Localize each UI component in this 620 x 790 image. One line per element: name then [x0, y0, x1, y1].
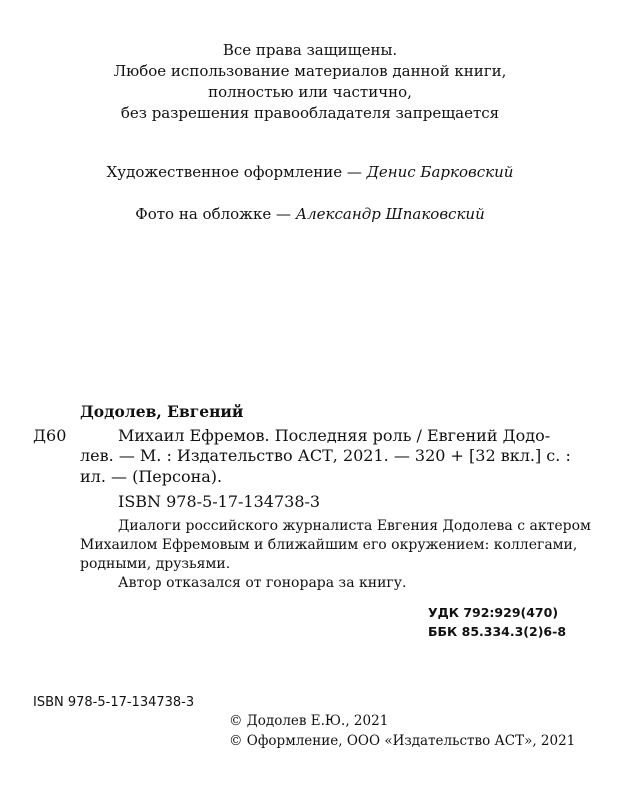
design-credit — [0, 163, 620, 181]
bbk-code: ББК 85.334.3(2)6-8 — [428, 624, 567, 639]
udk-code: УДК 792:929(470) — [428, 605, 559, 620]
rights-line: полностью или частично, — [208, 83, 412, 101]
catalog-author: Додолев, Евгений — [80, 402, 244, 421]
catalog-description-line: лев. — М. : Издательство АСТ, 2021. — 320 + [32 вкл.] с. : — [80, 446, 571, 465]
catalog-cipher: Д60 — [33, 426, 67, 445]
rights-line: Любое использование материалов данной книги, — [113, 62, 507, 80]
rights-notice — [0, 40, 620, 124]
rights-line: без разрешения правообладателя запрещается — [120, 104, 500, 122]
annotation-line: Михаилом Ефремовым и ближайшим его окружением: коллегами, — [80, 537, 578, 553]
rights-line: Все права защищены. — [222, 41, 398, 59]
photo-credit-label: Фото на обложке — — [135, 205, 296, 223]
copyright-design: © Оформление, ООО «Издательство АСТ», 2021 — [229, 733, 576, 749]
footer-isbn: ISBN 978-5-17-134738-3 — [33, 695, 195, 710]
copyright-author: © Додолев Е.Ю., 2021 — [229, 713, 389, 729]
annotation-line: Автор отказался от гонорара за книгу. — [118, 575, 407, 591]
photo-credit — [0, 205, 620, 223]
catalog-description-line: ил. — (Персона). — [80, 467, 223, 486]
photographer-name: Александр Шпаковский — [295, 205, 485, 223]
catalog-isbn: ISBN 978-5-17-134738-3 — [118, 492, 321, 511]
design-credit-label: Художественное оформление — — [106, 163, 367, 181]
catalog-description-line: Михаил Ефремов. Последняя роль / Евгений Додо- — [118, 426, 551, 445]
annotation-line: Диалоги российского журналиста Евгения Додолева с актером — [118, 518, 591, 534]
designer-name: Денис Барковский — [366, 163, 514, 181]
annotation-line: родными, друзьями. — [80, 556, 231, 572]
